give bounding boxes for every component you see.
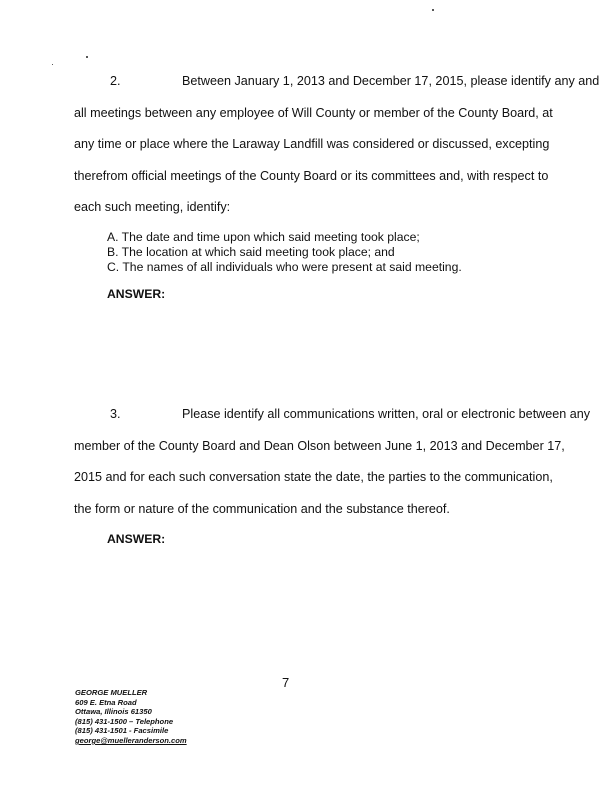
telephone: (815) 431-1500 – Telephone bbox=[75, 716, 174, 726]
list-item: B. The location at which said meeting took place; and bbox=[107, 245, 395, 259]
page-number: 7 bbox=[282, 675, 290, 690]
question-2-line-4: therefrom official meetings of the County Board or its committees and, with respect to bbox=[74, 168, 549, 183]
question-2-line-1: 2. Between January 1, 2013 and December 17, 2015, please identify any and bbox=[74, 66, 538, 98]
question-2-line-5: each such meeting, identify: bbox=[74, 200, 231, 214]
scan-speck bbox=[52, 64, 53, 65]
question-3-line-3: 2015 and for each such conversation state the date, the parties to the communication, bbox=[74, 470, 553, 484]
scan-speck bbox=[432, 9, 434, 11]
question-3-line-2: member of the County Board and Dean Olson between June 1, 2013 and December 17, bbox=[74, 438, 565, 453]
question-3-answer-label: ANSWER: bbox=[107, 532, 166, 546]
email-link[interactable]: george@muelleranderson.com bbox=[75, 735, 187, 745]
question-3-line-4: the form or nature of the communication and the substance thereof. bbox=[74, 501, 450, 516]
question-3-paragraph bbox=[74, 399, 591, 525]
list-item: A. The date and time upon which said meeting took place; bbox=[107, 230, 420, 244]
question-3-line-1: 3. Please identify all communications written, oral or electronic between any bbox=[74, 399, 538, 431]
question-2-answer-label: ANSWER: bbox=[107, 287, 166, 301]
question-2-line-2: all meetings between any employee of Will County or member of the County Board, at bbox=[74, 105, 553, 120]
question-3-number: 3. bbox=[110, 407, 121, 421]
question-2-line-3: any time or place where the Laraway Landfill was considered or discussed, excepting bbox=[74, 137, 550, 151]
question-2-number: 2. bbox=[110, 74, 121, 88]
list-item: C. The names of all individuals who were present at said meeting. bbox=[107, 260, 462, 274]
address-line-2: Ottawa, Illinois 61350 bbox=[75, 707, 152, 717]
facsimile: (815) 431-1501 - Facsimile bbox=[75, 726, 169, 736]
address-line-1: 609 E. Etna Road bbox=[75, 697, 137, 707]
scan-speck bbox=[86, 56, 88, 58]
attorney-contact-block bbox=[75, 688, 187, 746]
question-2-item-list bbox=[107, 230, 462, 275]
question-2-paragraph bbox=[74, 66, 600, 224]
attorney-name: GEORGE MUELLER bbox=[75, 688, 148, 697]
